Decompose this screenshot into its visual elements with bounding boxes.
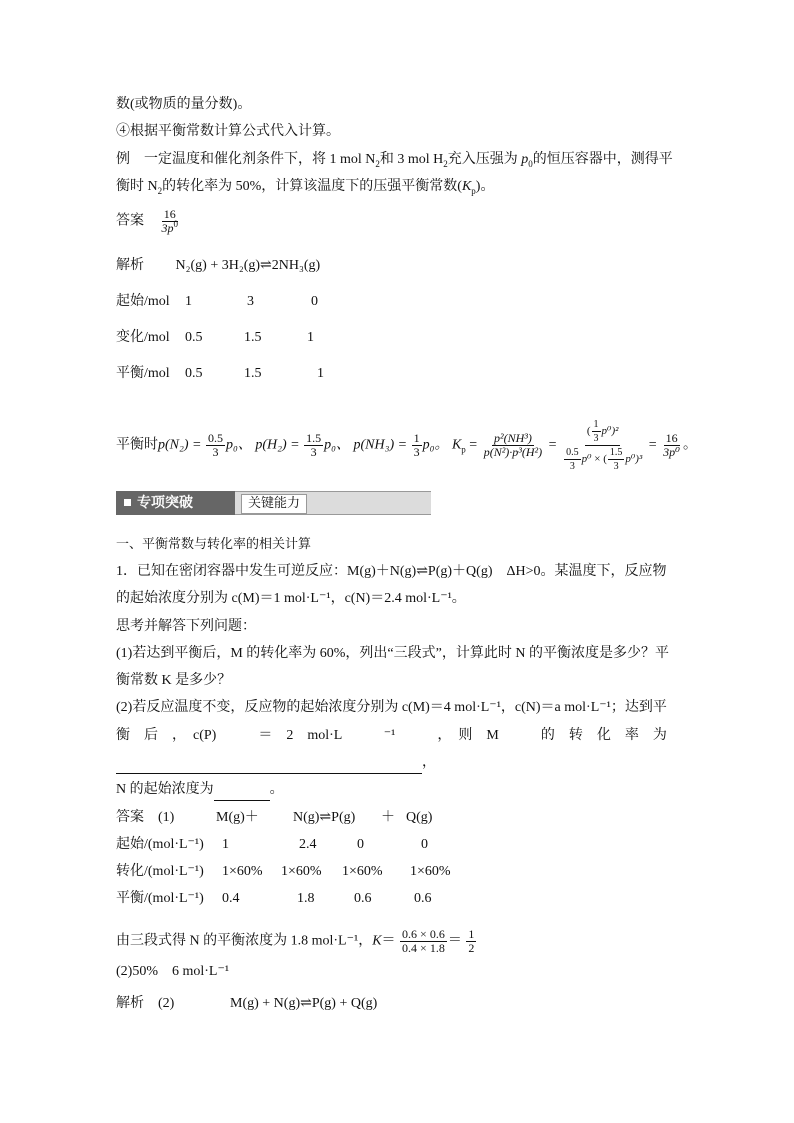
- question-line: 的起始浓度分别为 c(M)＝1 mol·L⁻¹，c(N)＝2.4 mol·L⁻¹。: [116, 591, 466, 606]
- table-row-label: 起始/(mol·L⁻¹): [116, 837, 204, 852]
- question-line: 1．已知在密闭容器中发生可逆反应：M(g)＋N(g)⇌P(g)＋Q(g) ΔH>0。某温度下，反应物: [116, 564, 667, 579]
- table-cell: 3: [247, 294, 254, 309]
- table-cell: 1.5: [244, 330, 262, 345]
- equation-part: ＋: [381, 810, 395, 825]
- analysis-line: 解析 (2): [116, 996, 175, 1011]
- table-cell: 1.5: [244, 366, 262, 381]
- table-cell: 2.4: [299, 837, 317, 852]
- table-cell: 0.6: [354, 891, 372, 906]
- section-heading: 一、平衡常数与转化率的相关计算: [116, 537, 312, 552]
- question-line: ，: [116, 753, 436, 774]
- table-row-label: 变化/mol: [116, 330, 170, 345]
- table-cell: 1: [185, 294, 192, 309]
- example-line: 衡时 $N_2$的转化率为 50%，计算该温度下的压强平衡常数$(K_p)$。: [116, 179, 495, 196]
- table-cell: 1.8: [297, 891, 315, 906]
- example-line: 例 一定温度和催化剂条件下，将 1 mol $N_2$和 3 mol $H_2$充入压强为 $p_0$的恒压容器中，测得平: [116, 152, 673, 169]
- question-line: (2)若反应温度不变，反应物的起始浓度分别为 c(M)＝4 mol·L⁻¹，c(N)＝a mol·L⁻¹；达到平: [116, 700, 667, 715]
- answer-line: 答案 $\frac{16}{3p^0}$: [116, 207, 178, 235]
- answer-blank[interactable]: [116, 753, 422, 774]
- section-banner: [116, 491, 431, 515]
- equation-part: N(g)⇌P(g): [293, 810, 356, 825]
- question-line: 衡 后 ， c(P) ＝ 2 mol·L ⁻¹ ， 则 M 的 转 化 率 为: [116, 728, 667, 743]
- pressure-line: 平衡时p(N₂) = $\frac{0.5}{3}$ p₀、 p(H₂) = $\frac{1.5}{3}$ p₀、 p(NH₃) = $\frac{1}{3}$ p₀。 $K_p$ = $\frac{\text{p²(NH³)}}{\text{p(N²)·p³(H²)}}$ = ( $\frac{1}{3}$ p⁰)² $\frac{0.5}{3}$ p⁰ × ( $\frac{1.5}{3}$ p⁰)³ = $\frac{16}{\text{3p⁰}}$ 。: [116, 419, 697, 472]
- table-cell: 0: [311, 294, 318, 309]
- answer-fraction: $\frac{16}{3p^0}$: [161, 207, 178, 235]
- equation: M(g) + N(g)⇌P(g) + Q(g): [230, 996, 378, 1011]
- table-row-label: 转化/(mol·L⁻¹): [116, 864, 204, 879]
- banner-title: 专项突破: [116, 491, 235, 515]
- table-cell: 0: [421, 837, 428, 852]
- table-cell: 1: [307, 330, 314, 345]
- table-cell: 1: [317, 366, 324, 381]
- table-cell: 1×60%: [222, 864, 263, 879]
- table-cell: 1: [222, 837, 229, 852]
- question-line: 思考并解答下列问题：: [116, 619, 256, 634]
- answer-part2: (2)50% 6 mol·L⁻¹: [116, 964, 230, 979]
- table-cell: 0.4: [222, 891, 240, 906]
- table-row-label: 平衡/mol: [116, 366, 170, 381]
- text-line: ④根据平衡常数计算公式代入计算。: [116, 124, 340, 139]
- question-line: N 的起始浓度为 。: [116, 780, 284, 801]
- analysis-line: 解析 N₂(g) + 3H₂(g)⇌2NH₃(g): [116, 258, 321, 273]
- table-cell: 0.6: [414, 891, 432, 906]
- conclusion-line: 由三段式得 N 的平衡浓度为 1.8 mol·L⁻¹，K＝ $\frac{0.6 \times 0.6}{0.4 \times 1.8}$ ＝ $\frac{1}{2}$: [116, 927, 475, 955]
- banner-subtitle: 关键能力: [235, 491, 431, 515]
- table-cell: 0.5: [185, 366, 203, 381]
- question-line: 衡常数 K 是多少？: [116, 673, 232, 688]
- answer-head: 答案 (1): [116, 810, 175, 825]
- table-cell: 0: [357, 837, 364, 852]
- square-bullet-icon: [124, 499, 131, 506]
- equation-part: M(g)＋: [216, 810, 259, 825]
- equation-part: Q(g): [406, 810, 433, 825]
- table-cell: 1×60%: [410, 864, 451, 879]
- table-row-label: 起始/mol: [116, 294, 170, 309]
- question-line: (1)若达到平衡后，M 的转化率为 60%，列出“三段式”，计算此时 N 的平衡浓度是多少？平: [116, 646, 669, 661]
- table-cell: 1×60%: [281, 864, 322, 879]
- table-cell: 0.5: [185, 330, 203, 345]
- table-cell: 1×60%: [342, 864, 383, 879]
- table-row-label: 平衡/(mol·L⁻¹): [116, 891, 204, 906]
- text-line: 数(或物质的量分数)。: [116, 97, 252, 112]
- answer-blank[interactable]: [214, 780, 270, 801]
